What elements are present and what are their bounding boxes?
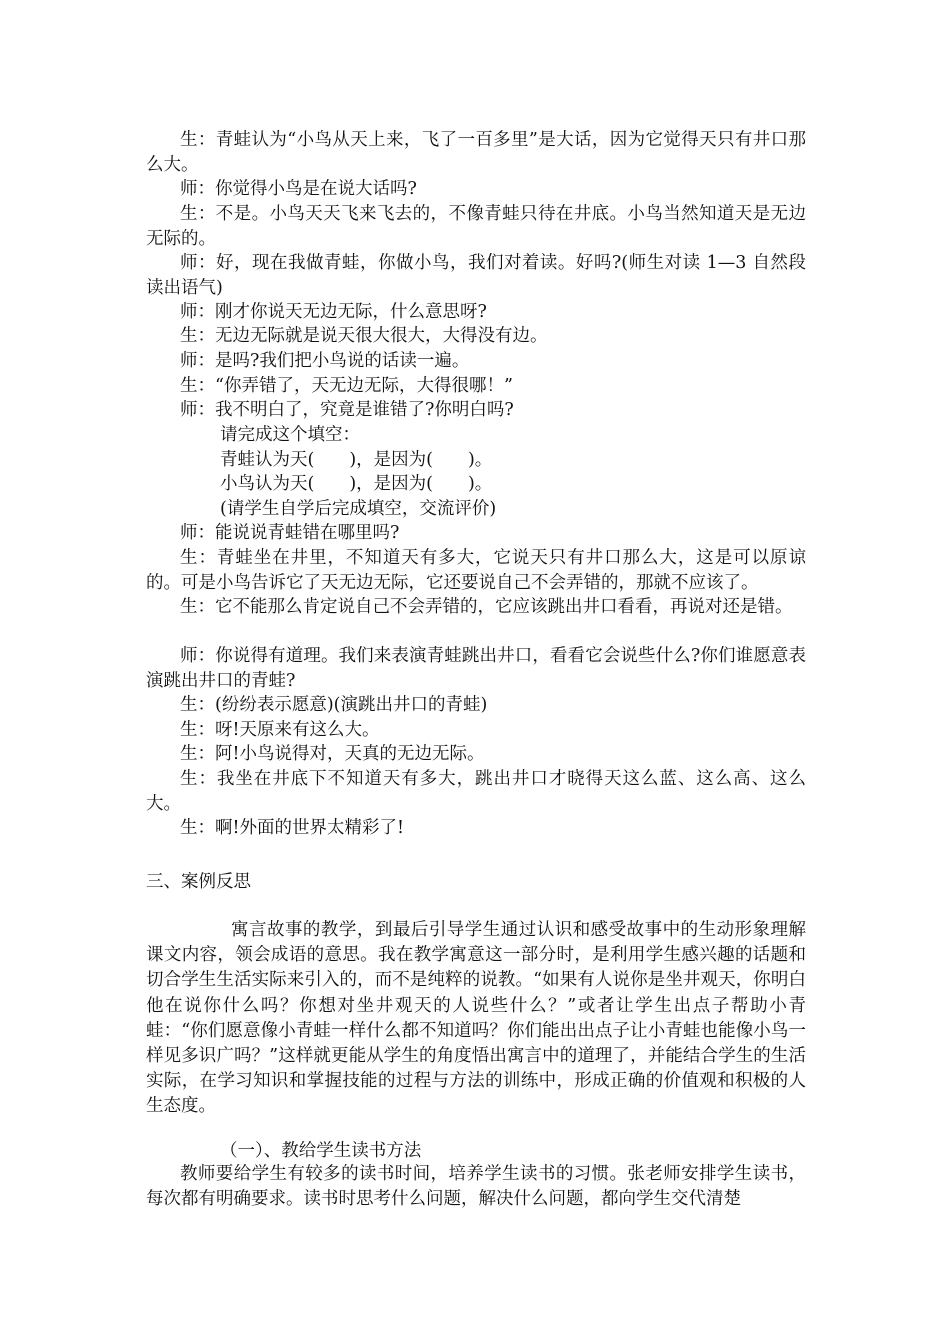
dialogue-line: 生：呀!天原来有这么大。: [180, 720, 380, 740]
dialogue-line: 生：阿!小鸟说得对，天真的无边无际。: [180, 744, 485, 764]
dialogue-line: 师：你觉得小鸟是在说大话吗?: [180, 179, 417, 199]
dialogue-line: 生：它不能那么肯定说自己不会弄错的，它应该跳出井口看看，再说对还是错。: [180, 597, 793, 617]
dialogue-line: 生：(纷纷表示愿意)(演跳出井口的青蛙): [180, 695, 488, 715]
fill-blank-note: (请学生自学后完成填空，交流评价): [220, 499, 497, 519]
dialogue-line: 生：不是。小鸟天天飞来飞去的，不像青蛙只待在井底。小鸟当然知道天是无边无际的。: [146, 204, 806, 249]
dialogue-line: 师：是吗?我们把小鸟说的话读一遍。: [180, 351, 470, 371]
body-paragraph: 教师要给学生有较多的读书时间，培养学生读书的习惯。张老师安排学生读书，每次都有明确要求。读书时思考什么问题，解决什么问题，都向学生交代清楚: [146, 1164, 806, 1209]
subsection-title: （一）、教给学生读书方法: [220, 1141, 422, 1161]
dialogue-line: 师：好，现在我做青蛙，你做小鸟，我们对着读。好吗?(师生对读 1—3 自然段读出语气): [146, 253, 806, 298]
dialogue-line: 生：我坐在井底下不知道天有多大，跳出井口才晓得天这么蓝、这么高、这么大。: [146, 769, 806, 814]
dialogue-line: 生：青蛙坐在井里，不知道天有多大，它说天只有井口那么大，这是可以原谅的。可是小鸟告诉它了天无边无际，它还要说自己不会弄错的，那就不应该了。: [146, 548, 806, 593]
reflection-paragraph: 寓言故事的教学，到最后引导学生通过认识和感受故事中的生动形象理解课文内容，领会成语的意思。我在教学寓意这一部分时，是利用学生感兴趣的话题和切合学生生活实际来引入的，而不是纯粹的说教。“如果有人说你是坐井观天，你明白他在说你什么吗？你想对坐井观天的人说些什么？”或者让学生出点子帮助小青蛙：“你们愿意像小青蛙一样什么都不知道吗？你们能出出点子让小青蛙也能像小鸟一样见多识广吗？”这样就更能从学生的角度悟出寓言中的道理了，并能结合学生的生活实际，在学习知识和掌握技能的过程与方法的训练中，形成正确的价值观和积极的人生态度。: [146, 920, 806, 1117]
section-title: 三、案例反思: [146, 872, 251, 892]
dialogue-line: 师：刚才你说天无边无际，什么意思呀?: [180, 302, 487, 322]
fill-blank-prompt: 请完成这个填空：: [220, 425, 360, 445]
dialogue-line: 生：啊!外面的世界太精彩了!: [180, 818, 405, 838]
dialogue-line: 师：能说说青蛙错在哪里吗?: [180, 523, 400, 543]
dialogue-line: 师：你说得有道理。我们来表演青蛙跳出井口，看看它会说些什么?你们谁愿意表演跳出井口的青蛙?: [146, 646, 806, 691]
dialogue-line: 生：“你弄错了，天无边无际，大得很哪！”: [180, 376, 513, 396]
fill-blank-line: 小鸟认为天( )，是因为( )。: [220, 474, 493, 494]
fill-blank-line: 青蛙认为天( )，是因为( )。: [220, 450, 493, 470]
dialogue-line: 师：我不明白了，究竟是谁错了?你明白吗?: [180, 400, 514, 420]
dialogue-line: 生：无边无际就是说天很大很大，大得没有边。: [180, 326, 548, 346]
dialogue-line: 生：青蛙认为“小鸟从天上来，飞了一百多里”是大话，因为它觉得天只有井口那么大。: [146, 130, 806, 175]
